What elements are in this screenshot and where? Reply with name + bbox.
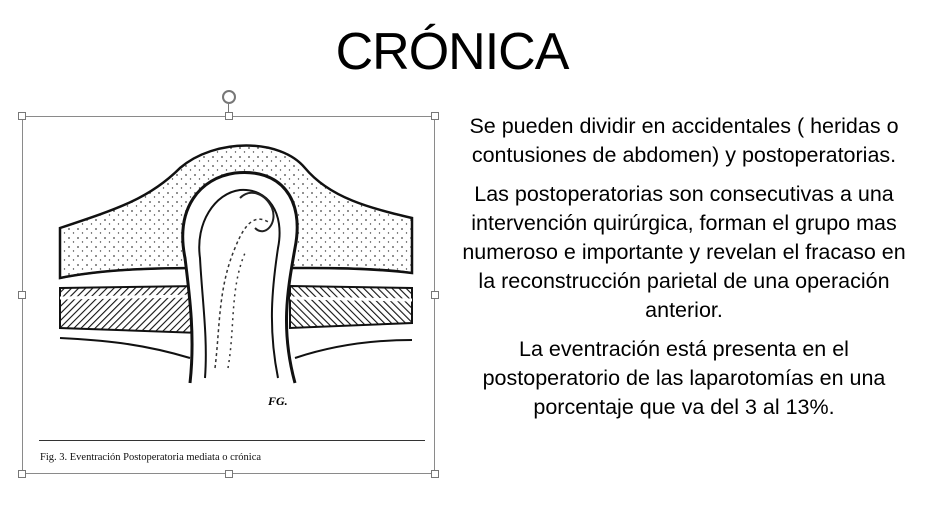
resize-handle-top-left[interactable]	[18, 112, 26, 120]
resize-handle-top-middle[interactable]	[225, 112, 233, 120]
paragraph-3: La eventración está presenta en el postoperatorio de las laparotomías en una porcentaje que va del 3 al 13%.	[482, 337, 886, 419]
resize-handle-bottom-middle[interactable]	[225, 470, 233, 478]
resize-handle-top-right[interactable]	[431, 112, 439, 120]
resize-handle-middle-left[interactable]	[18, 291, 26, 299]
hernia-illustration	[40, 128, 425, 438]
paragraph-2: Las postoperatorias son consecutivas a una intervención quirúrgica, forman el grupo mas numeroso e importante y revelan el fracaso en la reconstrucción parietal de una operación anterior.	[462, 182, 906, 322]
resize-handle-bottom-left[interactable]	[18, 470, 26, 478]
paragraph-1: Se pueden dividir en accidentales ( heridas o contusiones de abdomen) y postoperatorias.	[469, 114, 899, 167]
caption-divider	[39, 440, 425, 441]
resize-handle-middle-right[interactable]	[431, 291, 439, 299]
artist-signature: FG.	[268, 394, 288, 408]
rotate-handle-icon[interactable]	[222, 90, 236, 104]
resize-handle-bottom-right[interactable]	[431, 470, 439, 478]
body-text	[458, 112, 910, 432]
figure-caption: Fig. 3. Eventración Postoperatoria mediata o crónica	[40, 452, 262, 463]
slide-title: CRÓNICA	[335, 23, 569, 81]
